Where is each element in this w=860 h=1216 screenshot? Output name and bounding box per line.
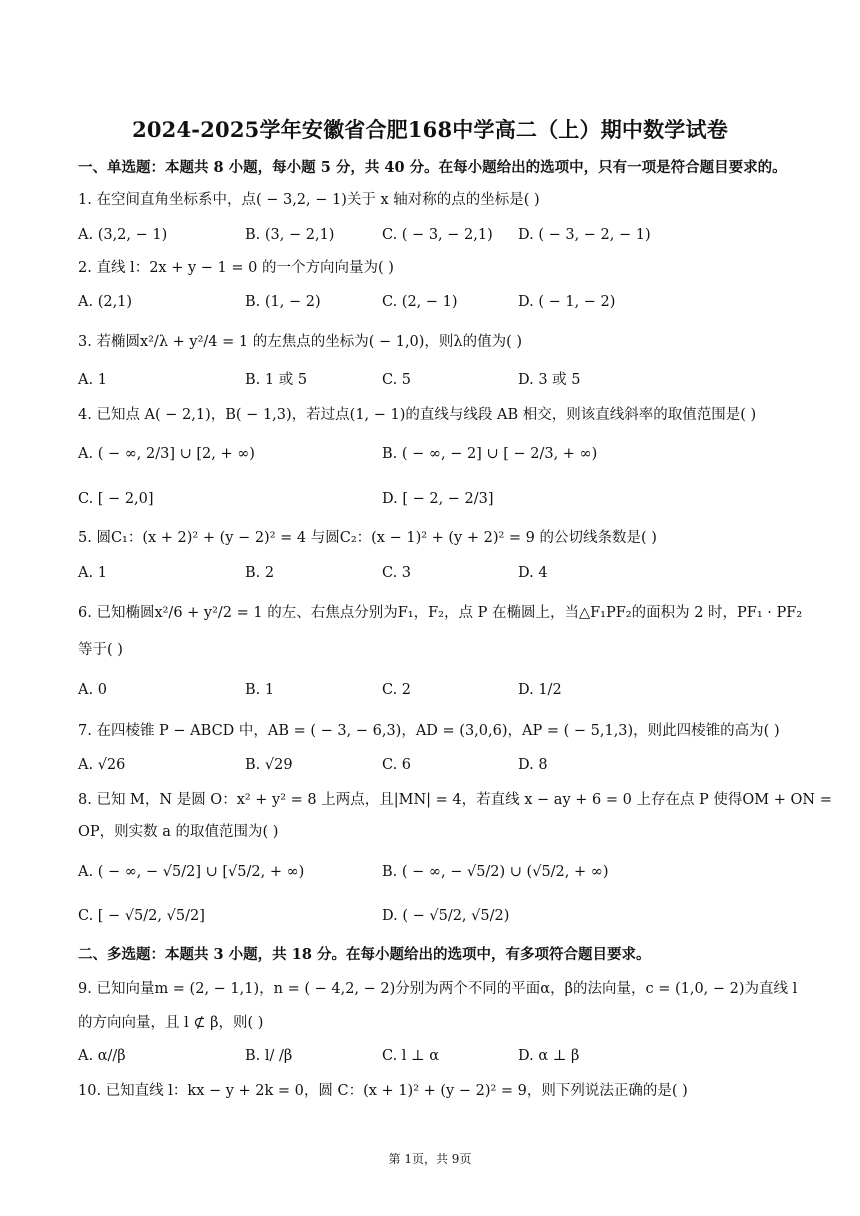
page-footer: 第 1页，共 9页: [388, 1152, 472, 1166]
section-heading-single-choice: 一、单选题：本题共 8 小题，每小题 5 分，共 40 分。在每小题给出的选项中，只有一项是符合题目要求的。: [78, 159, 787, 176]
question-1-option-d: D. ( − 3, − 2, − 1): [518, 227, 651, 243]
question-9-option-d: D. α ⊥ β: [518, 1048, 580, 1064]
question-1-option-b: B. (3, − 2,1): [245, 227, 335, 243]
question-9-option-b: B. l/ /β: [245, 1048, 293, 1064]
question-3-option-c: C. 5: [382, 372, 412, 388]
question-5-stem: 5. 圆C₁：(x + 2)² + (y − 2)² = 4 与圆C₂：(x − 1)² + (y + 2)² = 9 的公切线条数是( ): [78, 530, 657, 546]
question-3-option-a: A. 1: [78, 372, 107, 388]
question-4-option-d: D. [ − 2, − 2/3]: [382, 491, 494, 507]
question-8-option-c: C. [ − √5/2, √5/2]: [78, 908, 205, 924]
question-6-option-a: A. 0: [78, 682, 107, 698]
question-4-stem: 4. 已知点 A( − 2,1)，B( − 1,3)，若过点(1, − 1)的直线与线段 AB 相交，则该直线斜率的取值范围是( ): [78, 407, 757, 423]
question-7-option-a: A. √26: [78, 757, 126, 773]
question-9-option-a: A. α//β: [78, 1048, 126, 1064]
question-3-option-b: B. 1 或 5: [245, 372, 308, 388]
question-9-option-c: C. l ⊥ α: [382, 1048, 440, 1064]
question-6-stem-continued: 等于( ): [78, 642, 123, 658]
question-8-stem: 8. 已知 M，N 是圆 O：x² + y² = 8 上两点，且|MN| = 4，若直线 x − ay + 6 = 0 上存在点 P 使得OM + ON =: [78, 792, 832, 808]
question-4-option-b: B. ( − ∞, − 2] ∪ [ − 2/3, + ∞): [382, 446, 598, 462]
question-9-stem: 9. 已知向量m = (2, − 1,1)，n = ( − 4,2, − 2)分别为两个不同的平面α，β的法向量，c = (1,0, − 2)为直线 l: [78, 981, 798, 997]
question-2-stem: 2. 直线 l：2x + y − 1 = 0 的一个方向向量为( ): [78, 260, 394, 276]
question-2-option-d: D. ( − 1, − 2): [518, 294, 616, 310]
question-4-option-c: C. [ − 2,0]: [78, 491, 154, 507]
question-5-option-b: B. 2: [245, 565, 275, 581]
question-9-stem-continued: 的方向向量，且 l ⊄ β，则( ): [78, 1015, 264, 1031]
question-5-option-c: C. 3: [382, 565, 412, 581]
question-6-option-b: B. 1: [245, 682, 275, 698]
question-1-option-a: A. (3,2, − 1): [78, 227, 168, 243]
question-6-stem: 6. 已知椭圆x²/6 + y²/2 = 1 的左、右焦点分别为F₁，F₂，点 P 在椭圆上，当△F₁PF₂的面积为 2 时，PF₁ · PF₂: [78, 605, 803, 621]
question-10-stem: 10. 已知直线 l：kx − y + 2k = 0，圆 C：(x + 1)² + (y − 2)² = 9，则下列说法正确的是( ): [78, 1083, 688, 1099]
question-8-stem-continued: OP，则实数 a 的取值范围为( ): [78, 824, 279, 840]
question-7-option-d: D. 8: [518, 757, 548, 773]
question-4-option-a: A. ( − ∞, 2/3] ∪ [2, + ∞): [78, 446, 255, 462]
question-3-option-d: D. 3 或 5: [518, 372, 581, 388]
question-5-option-d: D. 4: [518, 565, 548, 581]
question-7-stem: 7. 在四棱锥 P − ABCD 中，AB = ( − 3, − 6,3)，AD = (3,0,6)，AP = ( − 5,1,3)，则此四棱锥的高为( ): [78, 723, 780, 739]
question-2-option-a: A. (2,1): [78, 294, 133, 310]
exam-title: 2024-2025学年安徽省合肥168中学高二（上）期中数学试卷: [132, 117, 728, 142]
question-1-option-c: C. ( − 3, − 2,1): [382, 227, 493, 243]
question-2-option-b: B. (1, − 2): [245, 294, 321, 310]
question-6-option-d: D. 1/2: [518, 682, 562, 698]
question-3-stem: 3. 若椭圆x²/λ + y²/4 = 1 的左焦点的坐标为( − 1,0)，则λ的值为( ): [78, 334, 523, 350]
question-6-option-c: C. 2: [382, 682, 412, 698]
question-8-option-b: B. ( − ∞, − √5/2) ∪ (√5/2, + ∞): [382, 864, 609, 880]
question-1-stem: 1. 在空间直角坐标系中，点( − 3,2, − 1)关于 x 轴对称的点的坐标是( ): [78, 192, 540, 208]
question-7-option-c: C. 6: [382, 757, 412, 773]
question-8-option-a: A. ( − ∞, − √5/2] ∪ [√5/2, + ∞): [78, 864, 305, 880]
section-heading-multiple-choice: 二、多选题：本题共 3 小题，共 18 分。在每小题给出的选项中，有多项符合题目要求。: [78, 946, 651, 963]
question-8-option-d: D. ( − √5/2, √5/2): [382, 908, 510, 924]
question-7-option-b: B. √29: [245, 757, 293, 773]
question-2-option-c: C. (2, − 1): [382, 294, 458, 310]
question-5-option-a: A. 1: [78, 565, 107, 581]
